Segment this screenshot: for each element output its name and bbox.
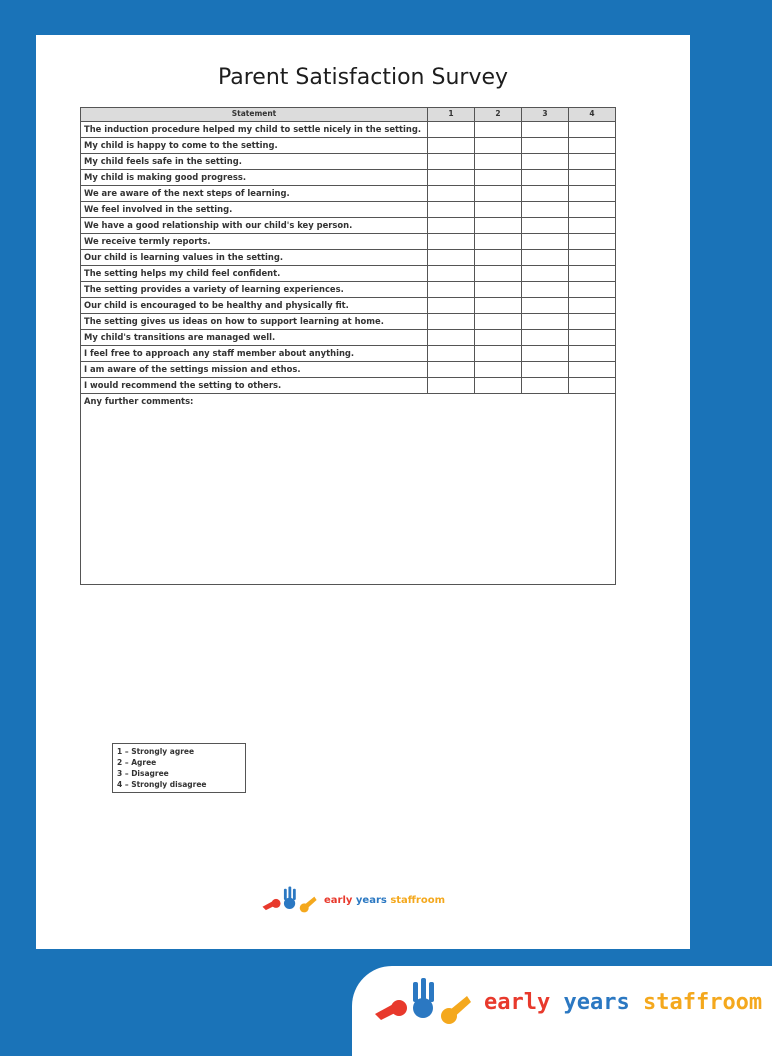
survey-page — [36, 35, 690, 949]
statement-cell: My child's transitions are managed well. — [81, 330, 428, 346]
rating-cell-4[interactable] — [569, 346, 616, 362]
rating-cell-1[interactable] — [428, 282, 475, 298]
rating-cell-2[interactable] — [475, 234, 522, 250]
statement-cell: My child is making good progress. — [81, 170, 428, 186]
rating-cell-3[interactable] — [522, 154, 569, 170]
rating-cell-4[interactable] — [569, 314, 616, 330]
rating-cell-2[interactable] — [475, 138, 522, 154]
page-title: Parent Satisfaction Survey — [217, 65, 509, 90]
statement-cell: My child is happy to come to the setting. — [81, 138, 428, 154]
rating-cell-3[interactable] — [522, 314, 569, 330]
rating-cell-2[interactable] — [475, 186, 522, 202]
comments-box[interactable]: Any further comments: — [81, 394, 616, 585]
rating-cell-3[interactable] — [522, 202, 569, 218]
rating-cell-1[interactable] — [428, 154, 475, 170]
rating-key — [112, 743, 246, 793]
rating-cell-1[interactable] — [428, 346, 475, 362]
table-header-row — [81, 108, 616, 122]
statement-cell: I feel free to approach any staff member about anything. — [81, 346, 428, 362]
rating-cell-4[interactable] — [569, 362, 616, 378]
table-row — [81, 234, 616, 250]
comments-row — [81, 394, 616, 585]
rating-cell-1[interactable] — [428, 202, 475, 218]
rating-cell-3[interactable] — [522, 362, 569, 378]
rating-cell-2[interactable] — [475, 250, 522, 266]
rating-cell-1[interactable] — [428, 330, 475, 346]
rating-cell-1[interactable] — [428, 266, 475, 282]
table-row — [81, 122, 616, 138]
rating-cell-4[interactable] — [569, 282, 616, 298]
table-row — [81, 330, 616, 346]
rating-cell-3[interactable] — [522, 218, 569, 234]
statement-cell: My child feels safe in the setting. — [81, 154, 428, 170]
corner-brand-tab — [352, 966, 772, 1056]
statement-cell: I would recommend the setting to others. — [81, 378, 428, 394]
table-row — [81, 314, 616, 330]
header-1: 1 — [428, 108, 475, 122]
rating-cell-4[interactable] — [569, 138, 616, 154]
statement-cell: Our child is learning values in the setting. — [81, 250, 428, 266]
rating-cell-2[interactable] — [475, 378, 522, 394]
key-item: 3 – Disagree — [117, 769, 169, 778]
header-2: 2 — [475, 108, 522, 122]
header-3: 3 — [522, 108, 569, 122]
rating-cell-3[interactable] — [522, 266, 569, 282]
key-item: 2 – Agree — [117, 758, 157, 767]
statement-cell: We feel involved in the setting. — [81, 202, 428, 218]
rating-cell-4[interactable] — [569, 298, 616, 314]
table-row — [81, 378, 616, 394]
table-row — [81, 218, 616, 234]
rating-cell-4[interactable] — [569, 330, 616, 346]
rating-cell-4[interactable] — [569, 122, 616, 138]
rating-cell-4[interactable] — [569, 250, 616, 266]
rating-cell-3[interactable] — [522, 282, 569, 298]
table-row — [81, 154, 616, 170]
table-row — [81, 362, 616, 378]
rating-cell-4[interactable] — [569, 378, 616, 394]
rating-cell-4[interactable] — [569, 170, 616, 186]
rating-cell-2[interactable] — [475, 298, 522, 314]
hands-logo-icon — [366, 974, 478, 1030]
statement-cell: The setting gives us ideas on how to support learning at home. — [81, 314, 428, 330]
rating-cell-4[interactable] — [569, 218, 616, 234]
rating-cell-1[interactable] — [428, 298, 475, 314]
table-row — [81, 202, 616, 218]
rating-cell-2[interactable] — [475, 314, 522, 330]
key-item: 4 – Strongly disagree — [117, 780, 207, 789]
hands-logo-icon — [258, 883, 320, 917]
table-row — [81, 266, 616, 282]
rating-cell-3[interactable] — [522, 346, 569, 362]
rating-cell-1[interactable] — [428, 170, 475, 186]
rating-cell-3[interactable] — [522, 250, 569, 266]
rating-cell-1[interactable] — [428, 218, 475, 234]
table-row — [81, 170, 616, 186]
rating-cell-1[interactable] — [428, 378, 475, 394]
table-row — [81, 138, 616, 154]
rating-cell-4[interactable] — [569, 186, 616, 202]
survey-table — [80, 107, 616, 585]
rating-cell-3[interactable] — [522, 298, 569, 314]
rating-cell-1[interactable] — [428, 186, 475, 202]
table-row — [81, 298, 616, 314]
statement-cell: I am aware of the settings mission and ethos. — [81, 362, 428, 378]
rating-cell-2[interactable] — [475, 362, 522, 378]
rating-cell-2[interactable] — [475, 282, 522, 298]
rating-cell-2[interactable] — [475, 122, 522, 138]
rating-cell-1[interactable] — [428, 122, 475, 138]
rating-cell-4[interactable] — [569, 154, 616, 170]
rating-cell-3[interactable] — [522, 378, 569, 394]
rating-cell-1[interactable] — [428, 362, 475, 378]
statement-cell: Our child is encouraged to be healthy and physically fit. — [81, 298, 428, 314]
rating-cell-3[interactable] — [522, 122, 569, 138]
rating-cell-4[interactable] — [569, 234, 616, 250]
statement-cell: We are aware of the next steps of learning. — [81, 186, 428, 202]
header-statement: Statement — [81, 108, 428, 122]
key-item: 1 – Strongly agree — [117, 747, 195, 756]
rating-cell-1[interactable] — [428, 250, 475, 266]
statement-cell: We have a good relationship with our child's key person. — [81, 218, 428, 234]
statement-cell: We receive termly reports. — [81, 234, 428, 250]
table-row — [81, 186, 616, 202]
rating-cell-3[interactable] — [522, 234, 569, 250]
rating-cell-3[interactable] — [522, 170, 569, 186]
rating-cell-3[interactable] — [522, 186, 569, 202]
rating-cell-3[interactable] — [522, 330, 569, 346]
rating-cell-2[interactable] — [475, 330, 522, 346]
rating-cell-2[interactable] — [475, 346, 522, 362]
rating-cell-2[interactable] — [475, 266, 522, 282]
header-4: 4 — [569, 108, 616, 122]
rating-cell-1[interactable] — [428, 234, 475, 250]
statement-cell: The setting provides a variety of learning experiences. — [81, 282, 428, 298]
rating-cell-2[interactable] — [475, 170, 522, 186]
rating-cell-2[interactable] — [475, 218, 522, 234]
rating-cell-1[interactable] — [428, 138, 475, 154]
rating-cell-4[interactable] — [569, 202, 616, 218]
footer-logo — [258, 883, 478, 917]
rating-cell-4[interactable] — [569, 266, 616, 282]
table-row — [81, 346, 616, 362]
table-row — [81, 250, 616, 266]
rating-cell-2[interactable] — [475, 202, 522, 218]
brand-wordmark: early years staffroom — [484, 990, 763, 1015]
rating-cell-2[interactable] — [475, 154, 522, 170]
statement-cell: The setting helps my child feel confident. — [81, 266, 428, 282]
table-row — [81, 282, 616, 298]
rating-cell-1[interactable] — [428, 314, 475, 330]
statement-cell: The induction procedure helped my child to settle nicely in the setting. — [81, 122, 428, 138]
brand-wordmark: early years staffroom — [324, 894, 446, 906]
rating-cell-3[interactable] — [522, 138, 569, 154]
